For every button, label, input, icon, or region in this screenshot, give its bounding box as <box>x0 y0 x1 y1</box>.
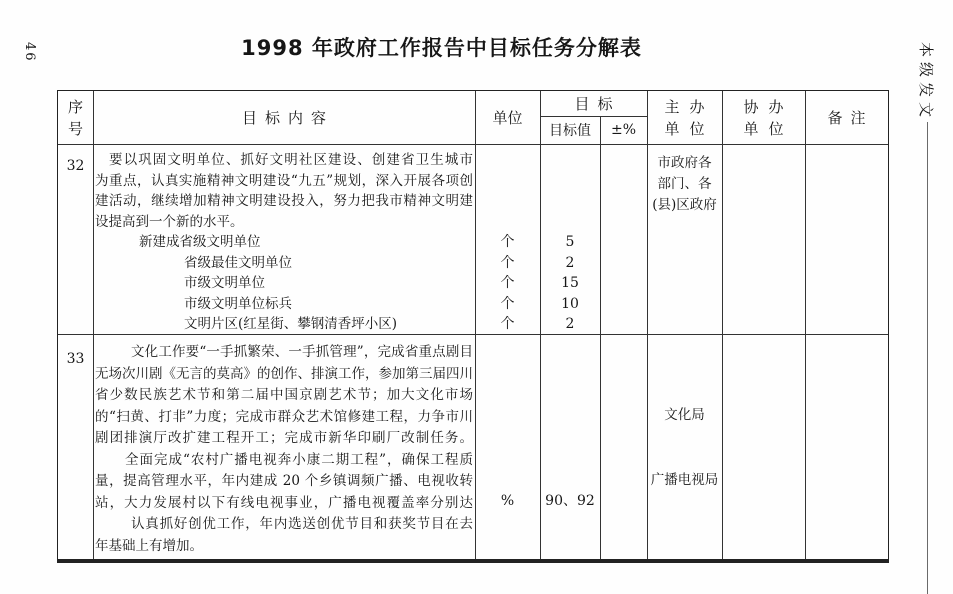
side-label: 本级发文 <box>917 42 935 123</box>
row32-item-unit: 个 <box>500 295 515 312</box>
row33-paragraph-line: 的“扫黄、打非”力度；完成市群众艺术馆修建工程，力争市川 <box>95 408 473 425</box>
row33-host-unit-2: 广播电视局 <box>650 472 719 488</box>
row32-item-label: 文明片区(红星街、攀钢清香坪小区) <box>184 316 398 332</box>
header-co-unit: 协办 单位 <box>743 97 794 138</box>
header-host-unit: 主办 单位 <box>664 97 715 138</box>
row32-item-value: 5 <box>565 234 575 250</box>
row33-paragraph-line: 全面完成“农村广播电视奔小康二期工程”，确保工程质 <box>125 451 473 468</box>
row32-serial: 32 <box>66 158 85 174</box>
row32-paragraph-line: 建活动，继续增加精神文明建设投入，努力把我市精神文明建 <box>95 193 473 209</box>
row32-item-value: 10 <box>561 295 579 312</box>
header-serial: 序 号 <box>67 97 83 138</box>
row33-paragraph-line: 省少数民族艺术节和第二届中国京剧艺术节；加大文化市场 <box>95 387 473 403</box>
row32-item-unit: 个 <box>500 275 515 291</box>
page-title: 1998 年政府工作报告中目标任务分解表 <box>241 36 642 60</box>
row33-paragraph-line: 量，提高管理水平，年内建成 20 个乡镇调频广播、电视收转 <box>95 473 473 489</box>
binding-fold-line <box>927 122 928 594</box>
row32-paragraph-line: 为重点，认真实施精神文明建设“九五”规划，深入开展各项创 <box>95 172 473 189</box>
row32-item-unit: 个 <box>500 234 515 250</box>
row33-paragraph-line: 文化工作要“一手抓繁荣、一手抓管理”，完成省重点剧目 <box>131 344 473 360</box>
row33-target-value: 90、92 <box>545 493 595 509</box>
row32-paragraph-line: 设提高到一个新的水平。 <box>95 213 244 230</box>
target-task-table <box>57 90 889 563</box>
side-page-number: 46 <box>22 42 37 63</box>
row32-item-unit: 个 <box>500 316 515 332</box>
header-plus-minus-pct: ±% <box>610 122 637 138</box>
row32-item-value: 2 <box>565 316 575 332</box>
row32-item-value: 15 <box>561 275 579 291</box>
row33-unit: % <box>500 493 515 509</box>
row33-serial: 33 <box>66 351 85 367</box>
row32-item-label: 市级文明单位 <box>184 275 265 291</box>
row32-host-unit: 市政府各 部门、各 (县)区政府 <box>652 155 717 213</box>
row32-paragraph-line: 要以巩固文明单位、抓好文明社区建设、创建省卫生城市 <box>109 152 473 168</box>
row33-paragraph-line: 无场次川剧《无言的莫高》的创作、排演工作，参加第三届四川 <box>95 365 473 382</box>
header-target-value: 目标值 <box>549 123 591 139</box>
header-unit: 单位 <box>492 109 523 127</box>
row33-paragraph-line: 剧团排演厅改扩建工程开工；完成市新华印刷厂改制任务。 <box>95 430 473 446</box>
row32-item-value: 2 <box>565 254 575 271</box>
row32-item-label: 新建成省级文明单位 <box>139 234 261 250</box>
row33-paragraph-line: 认真抓好创优工作，年内选送创优节目和获奖节目在去 <box>131 516 473 532</box>
row32-item-unit: 个 <box>500 254 515 271</box>
row32-item-label: 省级最佳文明单位 <box>184 254 292 271</box>
row33-paragraph-line: 站，大力发展村以下有线电视事业，广播电视覆盖率分别达 <box>95 494 473 511</box>
row32-content <box>95 150 473 335</box>
row33-content <box>95 342 473 557</box>
row32-item-label: 市级文明单位标兵 <box>184 295 292 312</box>
table-row-32 <box>58 144 888 334</box>
row33-paragraph-line: 年基础上有增加。 <box>95 537 203 554</box>
header-remark: 备注 <box>827 109 874 127</box>
row33-host-unit-1: 文化局 <box>664 407 705 423</box>
header-content: 目标内容 <box>241 109 334 127</box>
header-target-group: 目标 <box>574 95 621 113</box>
table-row-33 <box>58 334 888 559</box>
